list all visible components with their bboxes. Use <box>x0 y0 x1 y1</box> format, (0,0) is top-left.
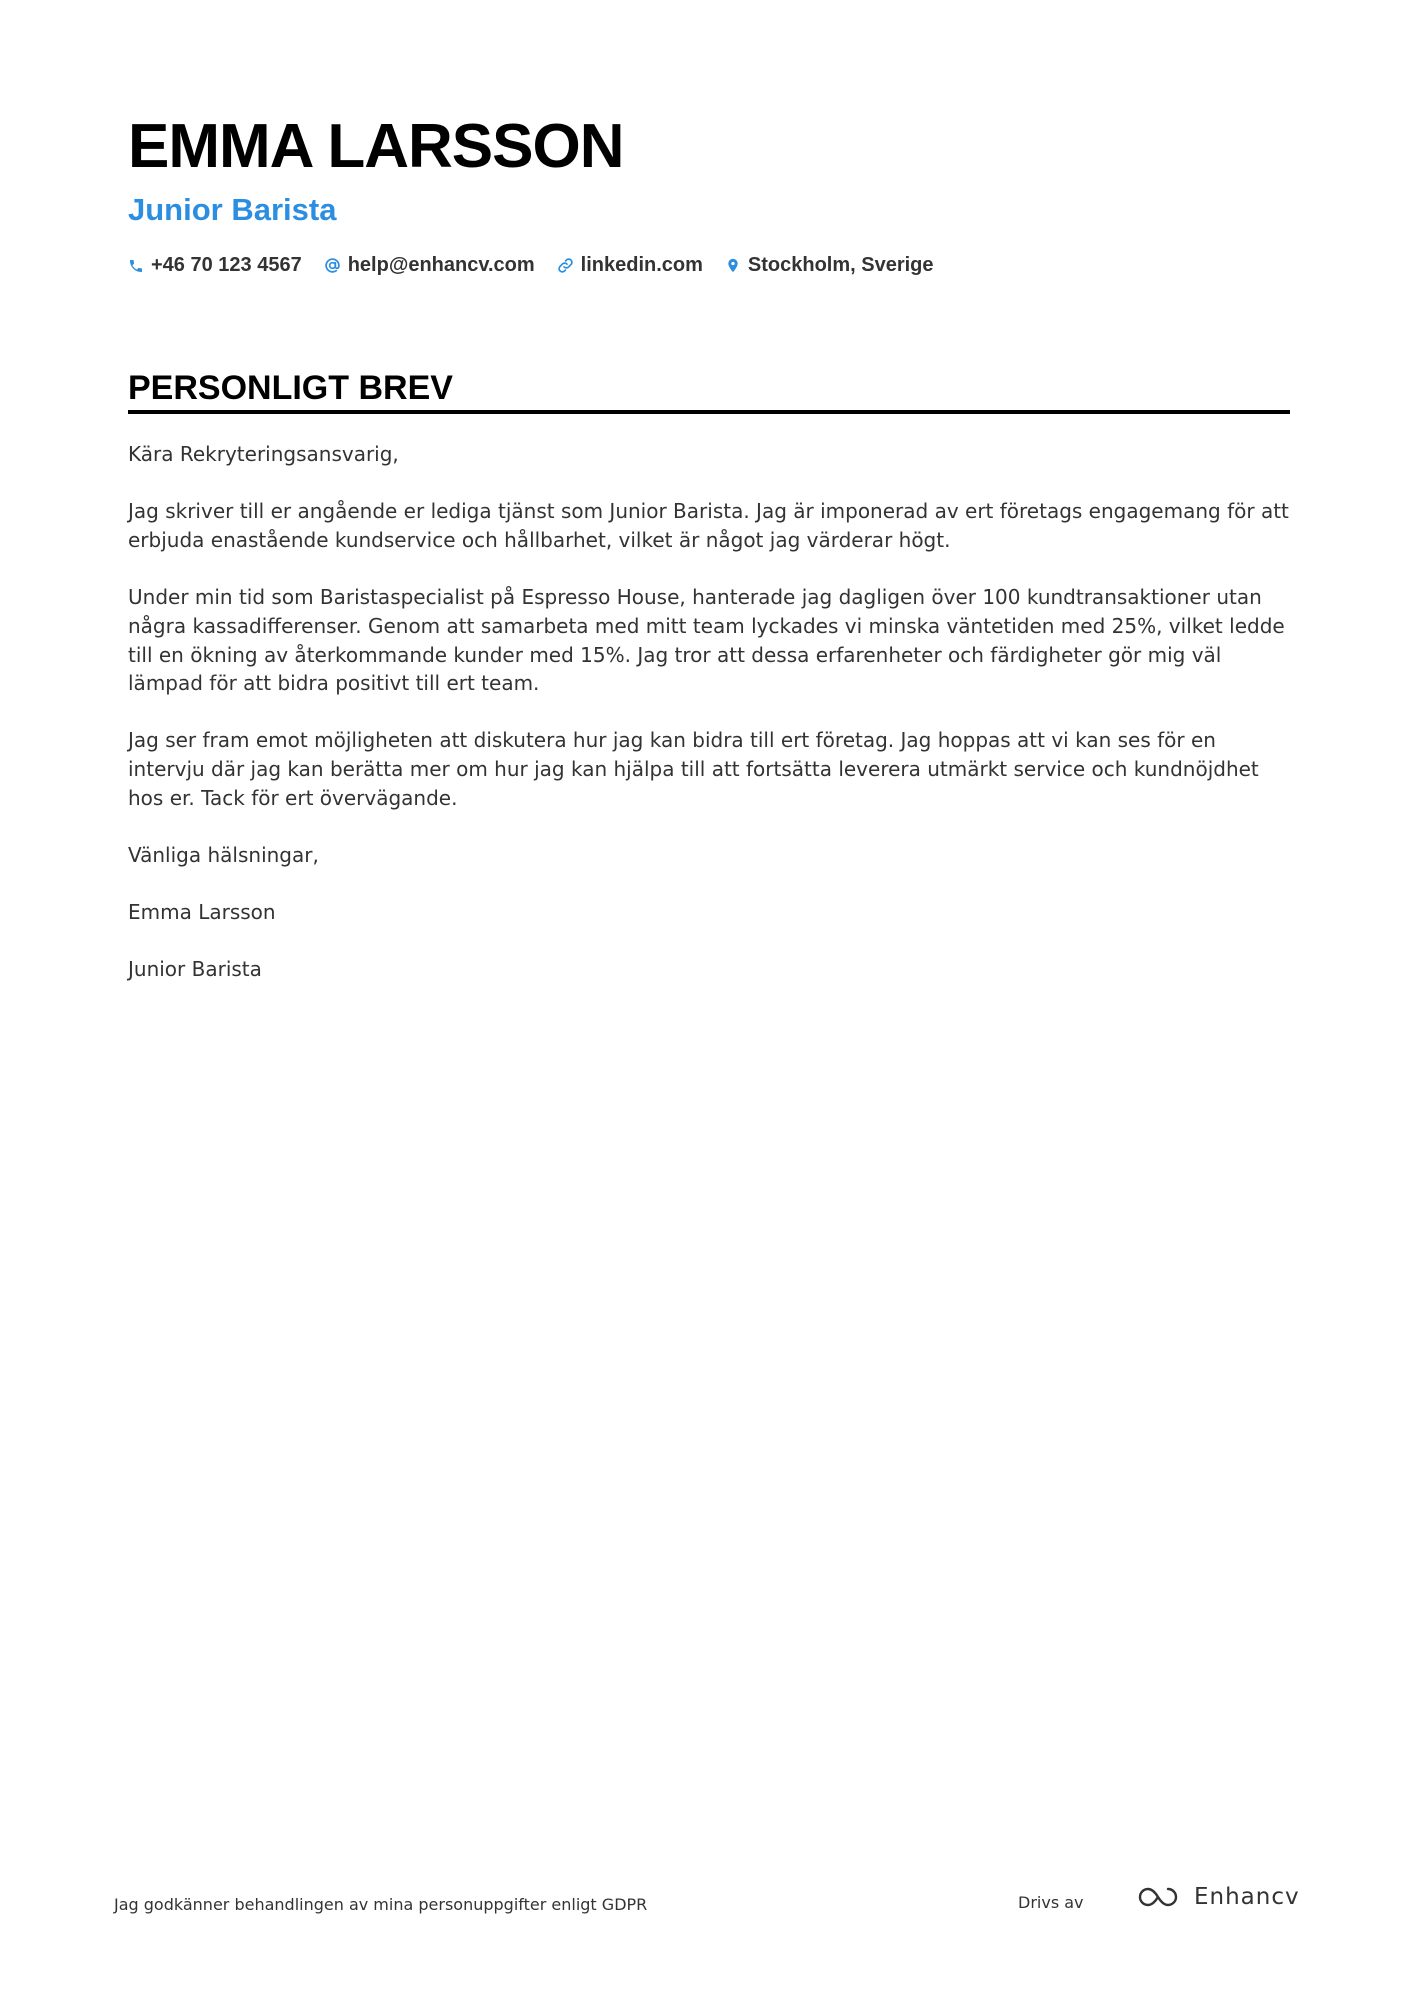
contact-linkedin[interactable] <box>557 254 703 277</box>
enhancv-logo-icon <box>1138 1885 1184 1909</box>
closing: Vänliga hälsningar, <box>128 843 319 868</box>
location-pin-icon <box>725 257 741 274</box>
email-text: help@enhancv.com <box>347 254 535 276</box>
phone-icon <box>128 258 144 274</box>
contact-phone[interactable] <box>128 254 302 277</box>
salutation: Kära Rekryteringsansvarig, <box>128 442 399 466</box>
brand-logo[interactable] <box>1138 1884 1300 1910</box>
powered-by-label: Drivs av <box>1018 1893 1084 1912</box>
paragraph-1: Jag skriver till er angående er lediga tjänst som Junior Barista. Jag är imponerad av ert företags engagemang för att erbjuda enastående kundservice och hållbarhet, vilket är något jag värderar högt. <box>128 499 1289 552</box>
linkedin-text: linkedin.com <box>580 254 703 276</box>
paragraph-2: Under min tid som Baristaspecialist på Espresso House, hanterade jag dagligen över 100 kundtransaktioner utan några kassadifferenser. Genom att samarbeta med mitt team lyckades vi minska väntetiden med 25%, vilket ledde till en ökning av återkommande kunder med 15%. Jag tror att dessa erfarenheter och färdigheter gör mig väl lämpad för att bidra positivt till ert team. <box>128 585 1285 696</box>
location-text: Stockholm, Sverige <box>747 254 934 276</box>
paragraph-3: Jag ser fram emot möjligheten att diskutera hur jag kan bidra till ert företag. Jag hoppas att vi kan ses för en intervju där jag kan berätta mer om hur jag kan hjälpa till att fortsätta leverera utmärkt service och kundnöjdhet hos er. Tack för ert övervägande. <box>128 728 1259 810</box>
gdpr-consent: Jag godkänner behandlingen av mina personuppgifter enligt GDPR <box>114 1895 648 1914</box>
section-title: PERSONLIGT BREV <box>128 369 453 407</box>
link-icon <box>557 257 574 274</box>
job-title: Junior Barista <box>128 192 337 227</box>
contact-location <box>725 254 934 277</box>
brand-name: Enhancv <box>1194 1884 1300 1910</box>
applicant-name: EMMA LARSSON <box>128 112 624 181</box>
contact-bar <box>128 254 934 277</box>
signature-name: Emma Larsson <box>128 900 276 925</box>
section-divider <box>128 410 1290 414</box>
letter-body <box>128 440 1290 1013</box>
contact-email[interactable] <box>324 254 535 277</box>
phone-text: +46 70 123 4567 <box>151 254 302 276</box>
signature-title: Junior Barista <box>128 957 262 982</box>
at-icon <box>324 257 341 274</box>
